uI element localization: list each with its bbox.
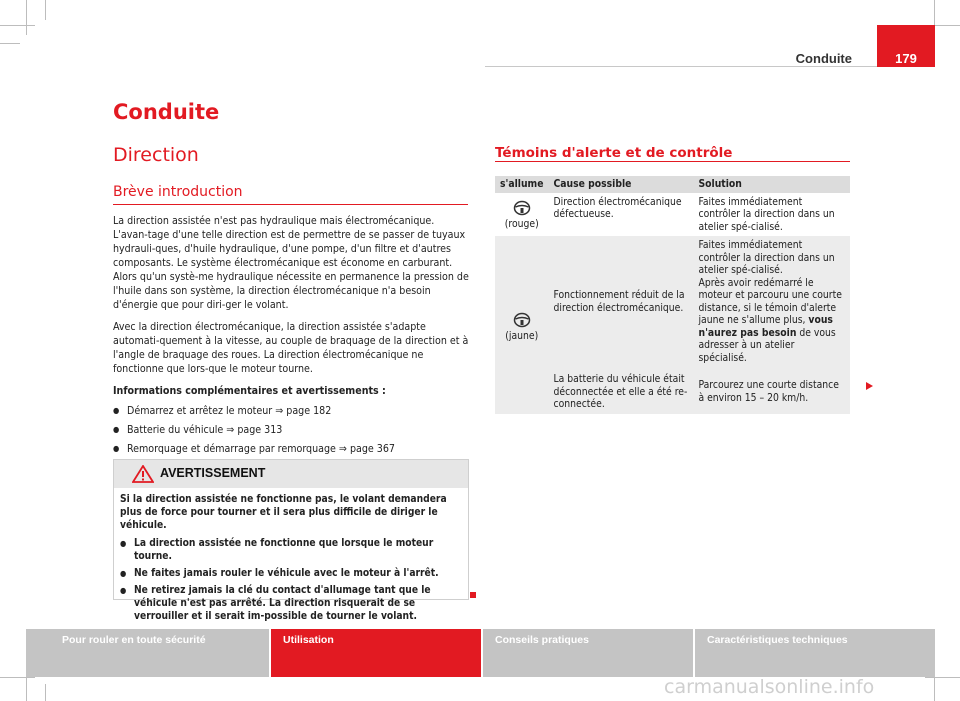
solution-line: Faites immédiatement contrôler la direction dans un atelier spé-cialisé. [698,239,835,276]
solution-emphasis: vous n'aurez pas besoin [698,314,833,339]
warning-box [113,459,469,622]
end-of-section-mark [470,592,476,598]
steering-wheel-icon [513,312,531,328]
footer-tab-label: Conseils pratiques [495,634,589,646]
warning-item: ● La direction assistée ne fonctionne que lorsque le moteur tourne. [120,537,462,563]
footer-tab-label: Caractéristiques techniques [707,634,848,646]
paragraph: La direction assistée n'est pas hydraulique mais électromécanique. L'avan-tage d'une telle direction est de permettre de se passer de tuyaux hydrauli-ques, d'huile hydraulique, d'une pompe, d'un filtre et d'autres composants. Le système électromécanique est économe en carburant. Alors qu'un systè-me hydraulique nécessite en permanence la pression de l'huile dans son système, la direction électromécanique n'a besoin d'énergie que pour diri-ger le volant. [113,215,469,311]
crop-mark [26,0,27,35]
footer-tab-operation[interactable] [271,629,481,677]
steering-wheel-icon [513,200,531,216]
warning-lights-rule [495,161,850,162]
warning-title: AVERTISSEMENT [160,466,266,480]
cause-cell: Fonctionnement réduit de la direction électromécanique. [548,236,693,367]
subsection-rule [113,204,468,205]
light-cell [495,236,548,414]
warning-lights-table [495,176,850,414]
solution-text: de vous adresser à un atelier spécialisé. [698,326,836,364]
crop-mark [0,43,20,44]
warning-list [120,537,462,623]
info-heading: Informations complémentaires et avertissements : [113,385,386,397]
header-rule [485,66,935,67]
light-cell [495,193,548,237]
footer-tab-label: Pour rouler en toute sécurité [62,634,206,646]
solution-cell: Parcourez une courte distance à environ 15 – 20 km/h. [693,367,850,414]
footer-tab-specs[interactable] [695,629,935,677]
crop-mark [45,684,46,701]
running-header-title: Conduite [795,51,852,66]
warning-item: ● Ne retirez jamais la clé du contact d'allumage tant que le véhicule n'est pas arrêté. La direction risquerait de se verrouiller et il serait im-possible de tourner le volant. [120,584,462,623]
watermark: carmanualsonline.info [664,676,875,698]
link-engine-start[interactable]: ● Démarrez et arrêtez le moteur ⇒ page 182 [113,404,469,418]
continue-arrow-icon [866,382,873,390]
crop-mark [0,25,35,26]
table-row [495,193,850,237]
crop-mark [45,0,46,20]
subsection-title: Brève introduction [113,184,243,200]
link-battery[interactable]: ● Batterie du véhicule ⇒ page 313 [113,423,469,437]
solution-cell: Faites immédiatement contrôler la direction dans un atelier spé-cialisé. [698,195,835,233]
info-list [113,404,469,456]
warning-lights-title: Témoins d'alerte et de contrôle [495,145,733,161]
warning-triangle-icon [132,465,154,483]
solution-line [698,277,845,365]
footer-tab-safety[interactable] [26,629,269,677]
column-header: Cause possible [548,176,693,193]
column-header: Solution [693,176,850,193]
page-number: 179 [895,51,917,66]
warning-body [114,488,468,623]
table-row [495,236,850,367]
section-title: Direction [113,144,199,166]
table-row [495,367,850,414]
warning-header [114,460,468,488]
intro-text [113,214,469,461]
cause-cell: Direction électromécanique défectueuse. [553,195,682,220]
crop-mark [925,677,960,678]
cause-cell: La batterie du véhicule était déconnectée et elle a été re-connectée. [548,367,693,414]
link-towing[interactable]: ● Remorquage et démarrage par remorquage ⇒ page 367 [113,442,469,456]
solution-cell [693,236,850,367]
light-color-label: (jaune) [505,329,539,342]
light-color-label: (rouge) [504,217,539,230]
footer-tab-tips[interactable] [483,629,693,677]
warning-item: ● Ne faites jamais rouler le véhicule avec le moteur à l'arrêt. [120,567,462,580]
paragraph: Avec la direction électromécanique, la direction assistée s'adapte automati-quement à la vitesse, au couple de braquage de la direction et à l'angle de braquage des roues. La direction électromécanique ne fonctionne que lors-que le moteur tourne. [113,321,469,375]
column-header: s'allume [495,176,548,193]
warning-intro: Si la direction assistée ne fonctionne pas, le volant demandera plus de force pour tourner et il sera plus difficile de diriger le véhicule. [120,494,447,531]
footer-tab-label: Utilisation [283,634,334,646]
crop-mark [0,677,35,678]
solution-text: Après avoir redémarré le moteur et parcouru une courte distance, si le témoin d'alerte jaune ne s'allume plus, [698,276,842,326]
chapter-title: Conduite [113,100,220,124]
table-header-row [495,176,850,193]
